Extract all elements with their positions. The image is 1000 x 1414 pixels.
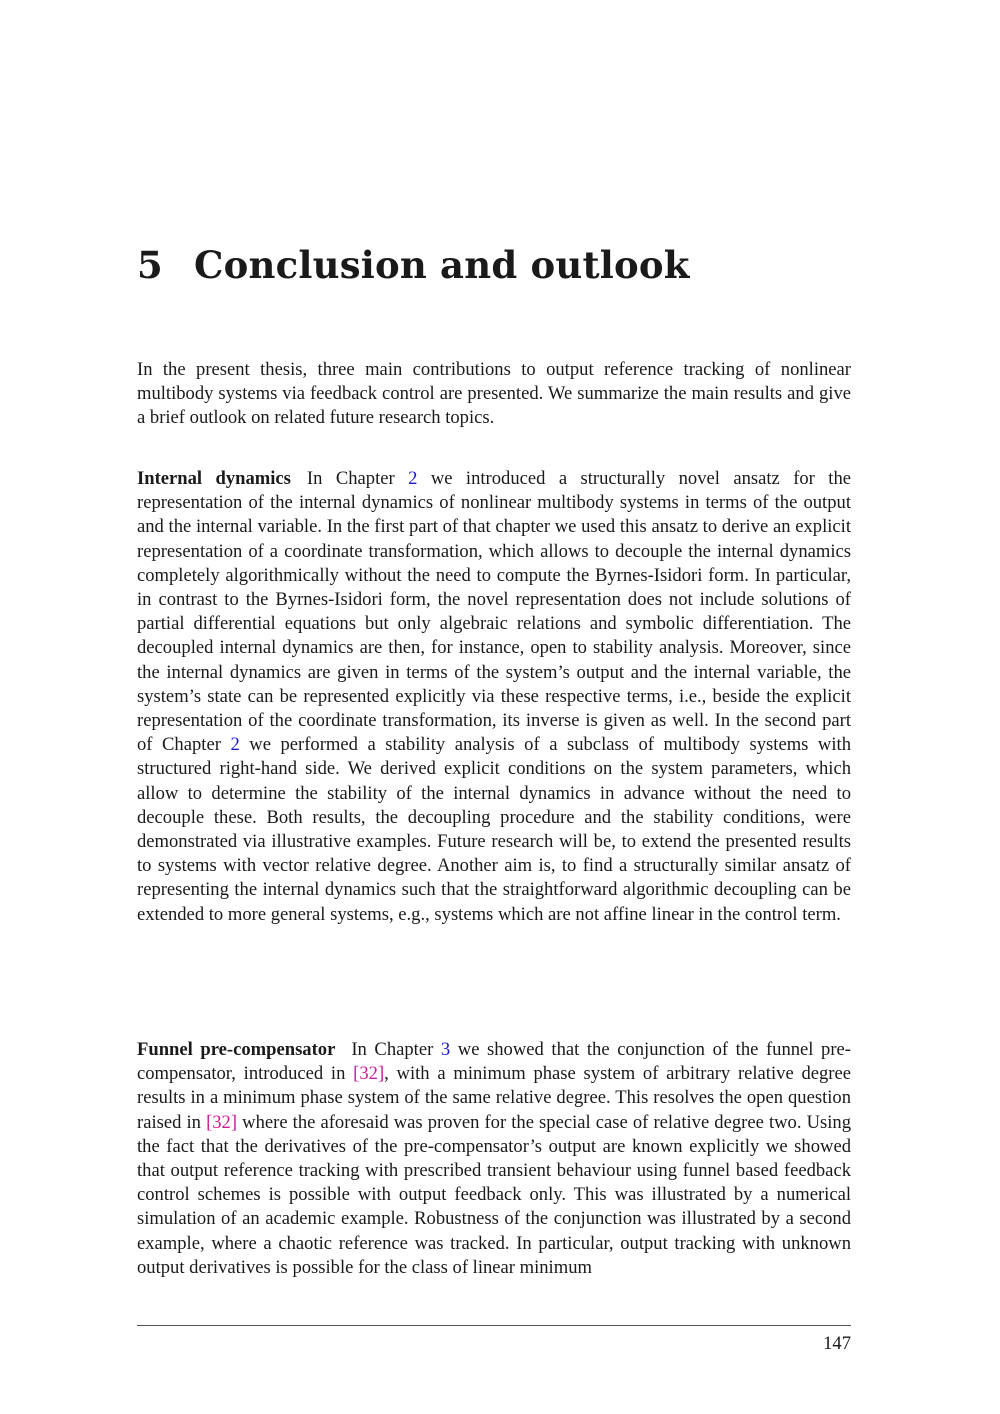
citation-link[interactable]: [32]	[206, 1111, 238, 1133]
text-segment: In Chapter	[306, 468, 409, 489]
chapter-reference-link[interactable]: 2	[230, 734, 240, 756]
text-segment: we introduced a structurally novel ansatz for the representation of the internal dynamics of nonlinear multibody systems in terms of the output and the internal variable. In the first part of that chapter we used this ansatz to derive an explicit representation of a coordinate transformation, which allows to decouple the internal dynamics completely algorithmically without the need to compute the Byrnes-Isidori form. In particular, in contrast to the Byrnes-Isidori form, the novel representation does not include solutions of partial differential equations but only algebraic relations and symbolic differentiation. The decoupled internal dynamics are then, for instance, open to stability analysis. Moreover, since the internal dynamics are given in terms of the system’s output and the internal variable, the system’s state can be represented explicitly via these respective terms, i.e., beside the explicit representation of the coordinate transformation, its inverse is given as well. In the second part of Chapter	[137, 468, 851, 756]
chapter-reference-link[interactable]: 2	[408, 468, 418, 489]
text-segment: we showed that the conjunction of the funnel pre-compensator, introduced in	[137, 1039, 851, 1085]
page	[137, 0, 851, 1414]
chapter-title: Conclusion and outlook	[194, 243, 690, 287]
text-segment: we performed a stability analysis of a subclass of multibody systems with structured right-hand side. We derived explicit conditions on the system parameters, which allow to determine the stability of the internal dynamics in advance without the need to decouple these. Both results, the decoupling procedure and the stability conditions, were demonstrated via illustrative examples. Future research will be, to extend the presented results to systems with vector relative degree. Another aim is, to find a structurally similar ansatz of representing the internal dynamics such that the straightforward algorithmic decoupling can be extended to more general systems, e.g., systems which are not affine linear in the control term.	[137, 734, 851, 925]
chapter-reference-link[interactable]: 3	[440, 1039, 451, 1060]
text-segment: , with a minimum phase system of arbitrary relative degree results in a minimum phase system of the same relative degree. This resolves the open question raised in	[137, 1063, 851, 1133]
paragraph-heading-funnel-pre-compensator: Funnel pre-compensator	[137, 1039, 336, 1060]
text-segment: In Chapter	[351, 1039, 441, 1060]
citation-link[interactable]: [32]	[353, 1063, 385, 1085]
page-number: 147	[823, 1333, 851, 1354]
chapter-heading	[137, 238, 851, 292]
footer-rule	[137, 1325, 851, 1326]
text-segment: where the aforesaid was proven for the special case of relative degree two. Using the fact that the derivatives of the pre-compensator’s output are known explicitly we showed that output reference tracking with prescribed transient behaviour using funnel based feedback control schemes is possible with output feedback only. This was illustrated by a numerical simulation of an academic example. Robustness of the conjunction was illustrated by a second example, where a chaotic reference was tracked. In particular, output tracking with unknown output derivatives is possible for the class of linear minimum	[137, 1111, 852, 1278]
chapter-number: 5	[137, 243, 163, 287]
funnel-pre-compensator-paragraph	[137, 1038, 851, 1280]
paragraph-heading-internal-dynamics: Internal dynamics	[137, 468, 291, 489]
internal-dynamics-paragraph	[137, 467, 851, 927]
intro-paragraph: In the present thesis, three main contributions to output reference tracking of nonlinear multibody systems via feedback control are presented. We summarize the main results and give a brief outlook on related future research topics.	[137, 359, 851, 429]
